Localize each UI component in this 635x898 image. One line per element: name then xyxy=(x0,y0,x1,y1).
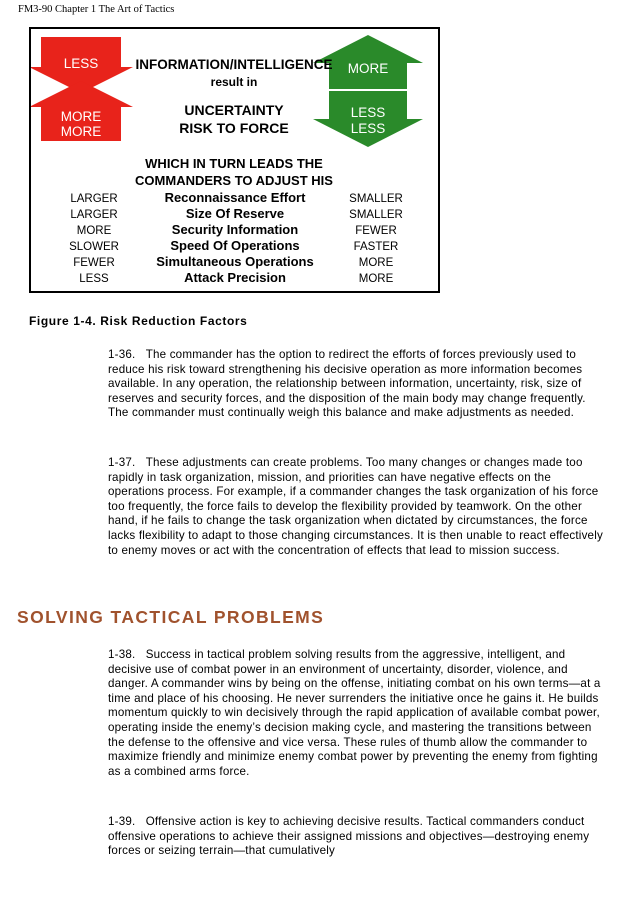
row-right-label: SMALLER xyxy=(349,209,403,221)
row-factor: Speed Of Operations xyxy=(170,238,300,253)
figure-lead-2: COMMANDERS TO ADJUST HIS xyxy=(135,173,333,188)
row-right-label: FASTER xyxy=(353,241,399,253)
figure-title-1: INFORMATION/INTELLIGENCE xyxy=(135,57,333,72)
row-right-label: SMALLER xyxy=(349,193,403,205)
figure-title-4: RISK TO FORCE xyxy=(179,120,289,136)
row-left-label: FEWER xyxy=(73,257,115,269)
right-arrow-bottom-label-2: LESS xyxy=(350,121,386,136)
section-heading: SOLVING TACTICAL PROBLEMS xyxy=(17,607,325,627)
row-left-label: LARGER xyxy=(70,209,118,221)
row-factor: Reconnaissance Effort xyxy=(164,190,306,205)
left-arrow-bottom-label-2: MORE xyxy=(60,124,102,139)
figure-title-2: result in xyxy=(210,75,258,89)
row-left-label: SLOWER xyxy=(69,241,119,253)
risk-reduction-figure xyxy=(29,27,440,293)
row-factor: Security Information xyxy=(171,222,299,237)
row-left-label: LESS xyxy=(79,273,109,285)
row-factor: Simultaneous Operations xyxy=(156,254,314,269)
paragraph-1-36: 1-36. The commander has the option to redirect the efforts of forces previously used to reduce his risk toward strengthening his decisive operation as more information becomes available. In any operation, the relationship between information, uncertainty, risk, size of reserves and security forces, and the disposition of the main body may change frequently. The commander must continually weigh this balance and make adjustments as needed. xyxy=(108,348,586,420)
row-factor: Attack Precision xyxy=(184,270,286,285)
row-left-label: MORE xyxy=(76,225,112,237)
left-arrow-top-label: LESS xyxy=(63,56,99,71)
row-factor: Size Of Reserve xyxy=(185,206,285,221)
figure-caption: Figure 1-4. Risk Reduction Factors xyxy=(29,314,248,328)
paragraph-1-37: 1-37. These adjustments can create problems. Too many changes or changes made too rapidly in task organization, mission, and priorities can have negative effects on the operations process. For example, if a commander changes the task organization of his force too frequently, the force fails to develop the flexibility provided by teamwork. On the other hand, if he fails to change the task organization when dictated by circumstances, the force lacks flexibility to adapt to those changing circumstances. It is then unable to react effectively to enemy moves or act with the concentration of effects that lead to mission success. xyxy=(108,456,603,557)
row-right-label: MORE xyxy=(358,273,394,285)
row-right-label: FEWER xyxy=(355,225,397,237)
paragraph-1-39: 1-39. Offensive action is key to achieving decisive results. Tactical commanders conduct offensive operations to achieve their assigned missions and objectives—destroying enemy forces or seizing terrain—that cumulatively xyxy=(108,815,590,858)
figure-lead-1: WHICH IN TURN LEADS THE xyxy=(145,156,323,171)
row-right-label: MORE xyxy=(358,257,394,269)
left-arrow-bottom-label-1: MORE xyxy=(60,109,102,124)
figure-title-3: UNCERTAINTY xyxy=(184,102,284,118)
right-arrow-top-label: MORE xyxy=(347,61,389,76)
row-left-label: LARGER xyxy=(70,193,118,205)
running-head: FM3-90 Chapter 1 The Art of Tactics xyxy=(18,4,175,15)
right-arrow-bottom-label-1: LESS xyxy=(350,105,386,120)
paragraph-1-38: 1-38. Success in tactical problem solving results from the aggressive, intelligent, and decisive use of combat power in an environment of uncertainty, disorder, violence, and danger. A commander wins by being on the offense, initiating combat on his own terms—at a time and place of his choosing. He never surrenders the initiative once he gains it. He builds momentum quickly to win decisively through the rapid application of available combat power, operating inside the enemy’s decision making cycle, and mastering the transitions between the defense to the offensive and vice versa. These rules of thumb allow the commander to maximize friendly and minimize enemy combat power by preventing the enemy from fighting as a combined arms force. xyxy=(108,648,601,778)
